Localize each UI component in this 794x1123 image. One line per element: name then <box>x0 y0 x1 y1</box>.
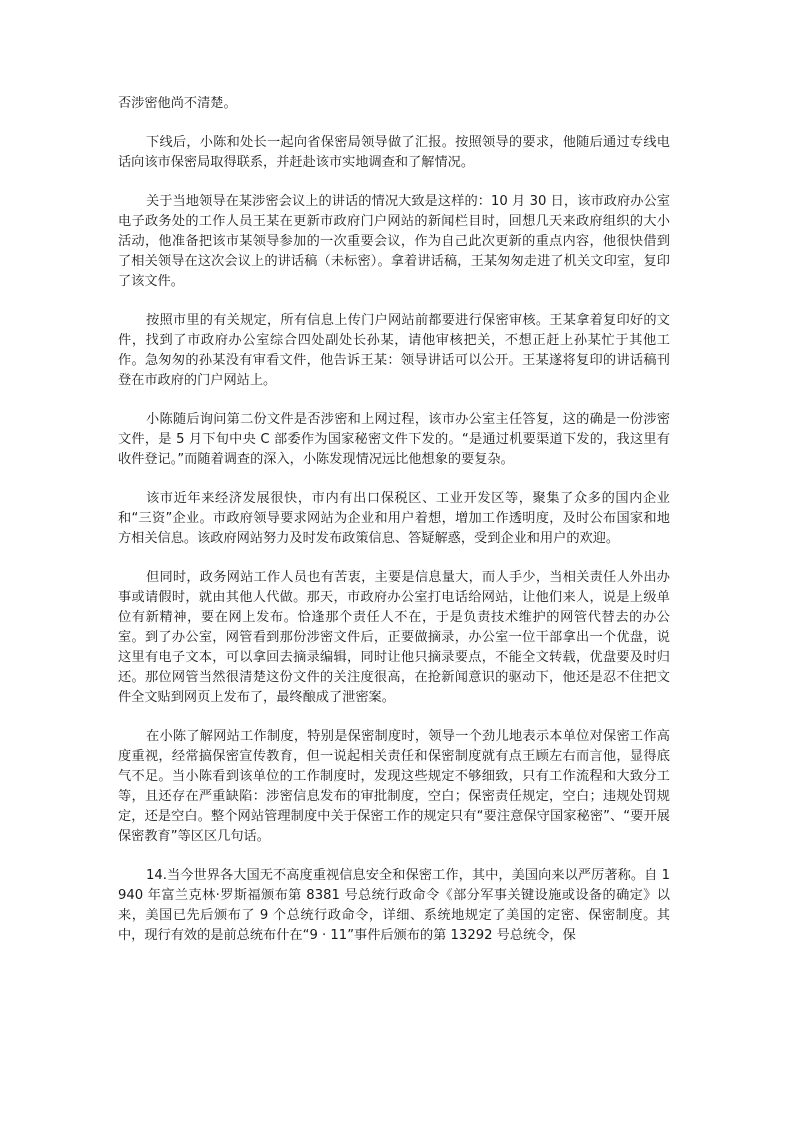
document-body <box>118 94 670 946</box>
paragraph: 该市近年来经济发展很快，市内有出口保税区、工业开发区等，聚集了众多的国内企业和“三资”企业。市政府领导要求网站为企业和用户着想，增加工作透明度，及时公布国家和地方相关信息。该政府网站努力及时发布政策信息、答疑解惑，受到企业和用户的欢迎。 <box>118 491 670 546</box>
paragraph: 在小陈了解网站工作制度，特别是保密制度时，领导一个劲儿地表示本单位对保密工作高度重视，经常搞保密宣传教育，但一说起相关责任和保密制度就有点王顾左右而言他，显得底气不足。当小陈看到该单位的工作制度时，发现这些规定不够细致，只有工作流程和大致分工等，且还存在严重缺陷：涉密信息发布的审批制度，空白；保密责任规定，空白；违规处罚规定，还是空白。整个网站管理制度中关于保密工作的规定只有“要注意保守国家秘密”、“要开展保密教育”等区区几句话。 <box>118 729 670 844</box>
paragraph: 按照市里的有关规定，所有信息上传门户网站前都要进行保密审核。王某拿着复印好的文件，找到了市政府办公室综合四处副处长孙某，请他审核把关，不想正赶上孙某忙于其他工作。急匆匆的孙某没有审看文件，他告诉王某：领导讲话可以公开。王某遂将复印的讲话稿刊登在市政府的门户网站上。 <box>118 313 670 388</box>
paragraph: 但同时，政务网站工作人员也有苦衷，主要是信息量大，而人手少，当相关责任人外出办事或请假时，就由其他人代做。那天，市政府办公室打电话给网站，让他们来人，说是上级单位有新精神，要在网上发布。恰逢那个责任人不在，于是负责技术维护的网管代替去的办公室。到了办公室，网管看到那份涉密文件后，正要做摘录，办公室一位干部拿出一个优盘，说这里有电子文本，可以拿回去摘录编辑，同时让他只摘录要点，不能全文转载，优盘要及时归还。那位网管当然很清楚这份文件的关注度很高，在抢新闻意识的驱动下，他还是忍不住把文件全文贴到网页上发布了，最终酿成了泄密案。 <box>118 570 670 705</box>
paragraph: 关于当地领导在某涉密会议上的讲话的情况大致是这样的：10 月 30 日，该市政府办公室电子政务处的工作人员王某在更新市政府门户网站的新闻栏目时，回想几天来政府组织的大小活动，他准备把该市某领导参加的一次重要会议，作为自己此次更新的重点内容，他很快借到了相关领导在这次会议上的讲话稿（未标密）。拿着讲话稿，王某匆匆走进了机关文印室，复印了该文件。 <box>118 194 670 289</box>
paragraph: 下线后，小陈和处长一起向省保密局领导做了汇报。按照领导的要求，他随后通过专线电话向该市保密局取得联系，并赶赴该市实地调查和了解情况。 <box>118 135 670 170</box>
paragraph: 否涉密他尚不清楚。 <box>118 96 237 111</box>
paragraph: 14.当今世界各大国无不高度重视信息安全和保密工作，其中，美国向来以严厉著称。自 1940 年富兰克林·罗斯福颁布第 8381 号总统行政命令《部分军事关键设施或设备的确定》以来，美国已先后颁布了 9 个总统行政命令，详细、系统地规定了美国的定密、保密制度。其中，现行有效的是前总统布什在“9 · 11”事件后颁布的第 13292 号总统令，保 <box>118 868 670 943</box>
paragraph: 小陈随后询问第二份文件是否涉密和上网过程，该市办公室主任答复，这的确是一份涉密文件，是 5 月下旬中央 C 部委作为国家秘密文件下发的。“是通过机要渠道下发的，我这里有收件登记。”而随着调查的深入，小陈发现情况远比他想象的要复杂。 <box>118 412 670 467</box>
